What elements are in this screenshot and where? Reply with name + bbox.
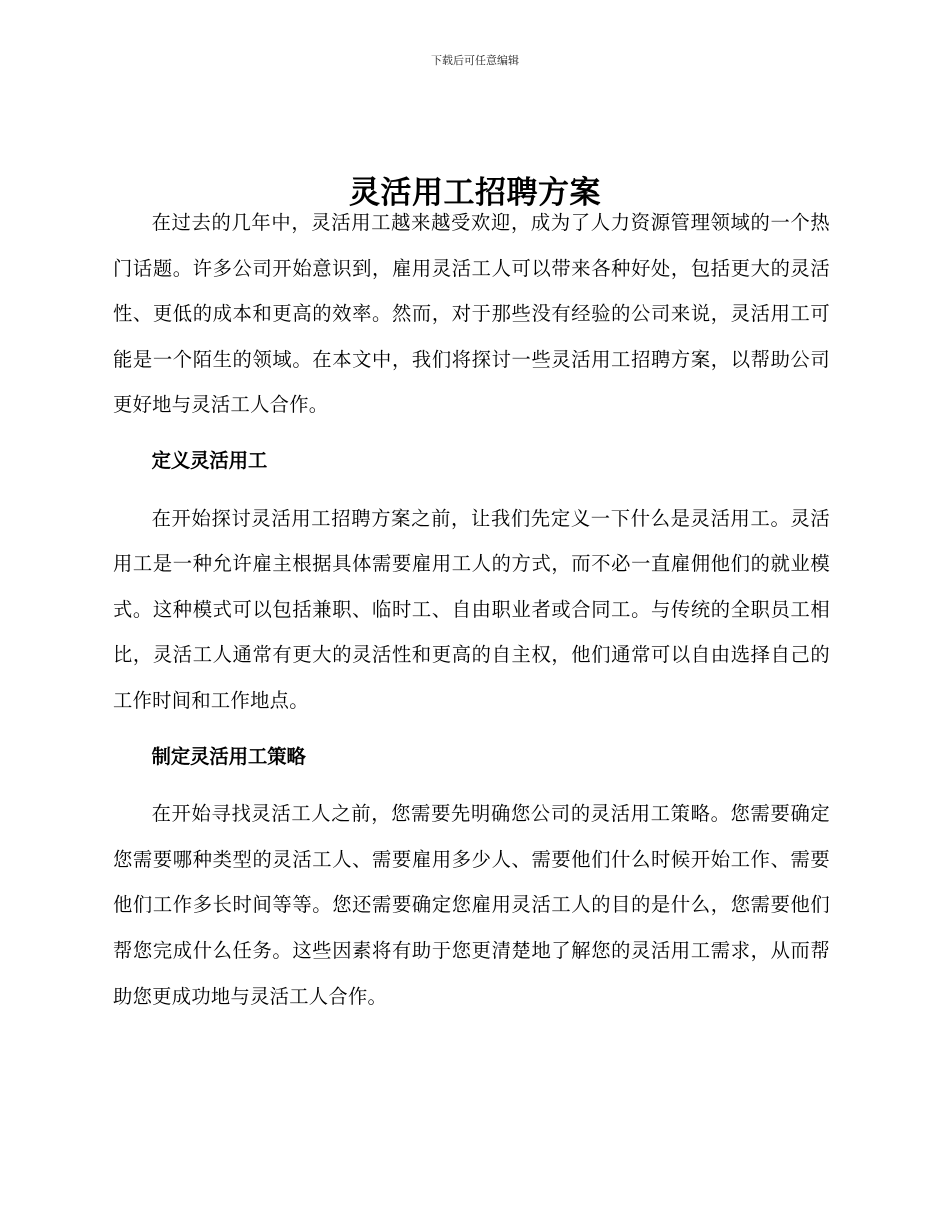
intro-paragraph: 在过去的几年中，灵活用工越来越受欢迎，成为了人力资源管理领域的一个热门话题。许多公司开始意识到，雇用灵活工人可以带来各种好处，包括更大的灵活性、更低的成本和更高的效率。然而，对于那些没有经验的公司来说，灵活用工可能是一个陌生的领域。在本文中，我们将探讨一些灵活用工招聘方案，以帮助公司更好地与灵活工人合作。 [113,211,830,417]
section-heading-define: 定义灵活用工 [151,448,268,472]
document-title: 灵活用工招聘方案 [349,174,601,211]
header-note: 下载后可任意编辑 [431,54,519,67]
document-body [113,200,830,1019]
section-heading-strategy: 制定灵活用工策略 [151,744,306,768]
section-paragraph-define: 在开始探讨灵活用工招聘方案之前，让我们先定义一下什么是灵活用工。灵活用工是一种允许雇主根据具体需要雇用工人的方式，而不必一直雇佣他们的就业模式。这种模式可以包括兼职、临时工、自由职业者或合同工。与传统的全职员工相比，灵活工人通常有更大的灵活性和更高的自主权，他们通常可以自由选择自己的工作时间和工作地点。 [113,506,830,712]
section-paragraph-strategy: 在开始寻找灵活工人之前，您需要先明确您公司的灵活用工策略。您需要确定您需要哪种类型的灵活工人、需要雇用多少人、需要他们什么时候开始工作、需要他们工作多长时间等等。您还需要确定您雇用灵活工人的目的是什么，您需要他们帮您完成什么任务。这些因素将有助于您更清楚地了解您的灵活用工需求，从而帮助您更成功地与灵活工人合作。 [113,802,830,1008]
